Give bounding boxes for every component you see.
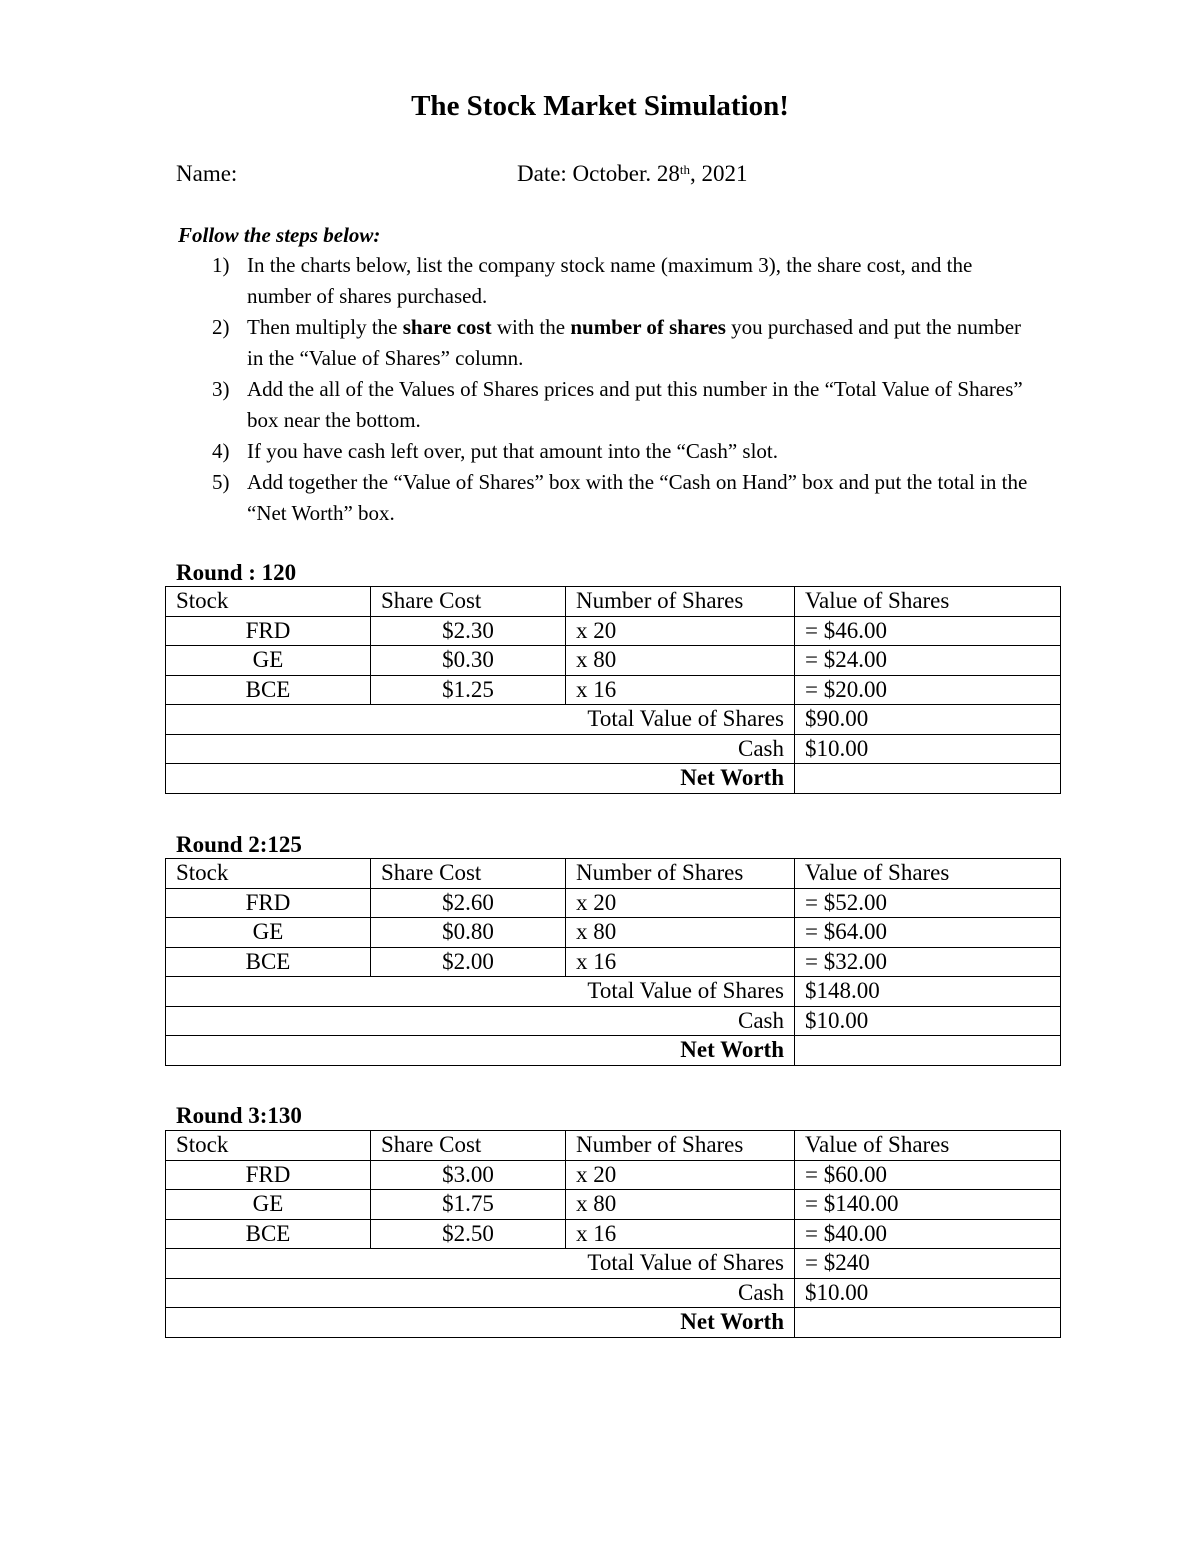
cash-label: Cash [166,1006,795,1036]
net-worth-label: Net Worth [166,764,795,794]
stock-cell[interactable]: GE [166,918,371,948]
table-row [166,947,1061,977]
stock-cell[interactable]: GE [166,1190,371,1220]
total-value-cell[interactable]: $90.00 [795,705,1061,735]
header-value-of-shares: Value of Shares [795,587,1061,617]
stock-cell[interactable]: FRD [166,616,371,646]
step-text-bold: share cost [402,315,492,339]
cash-cell[interactable]: $10.00 [795,1006,1061,1036]
value-of-shares-cell[interactable]: = $60.00 [795,1160,1061,1190]
net-worth-row [166,1036,1061,1066]
number-of-shares-cell[interactable]: x 16 [566,947,795,977]
step-number: 5) [212,470,230,494]
steps-heading: Follow the steps below: [178,223,381,247]
step-number: 3) [212,377,230,401]
share-cost-cell[interactable]: $2.60 [371,888,566,918]
round-2-label: Round 2:125 [176,832,302,857]
table-header-row [166,1131,1061,1161]
total-row [166,705,1061,735]
date-label: Date: October. 28 [517,161,680,186]
header-number-of-shares: Number of Shares [566,1131,795,1161]
net-worth-label: Net Worth [166,1308,795,1338]
total-row [166,977,1061,1007]
total-value-cell[interactable]: $148.00 [795,977,1061,1007]
cash-cell[interactable]: $10.00 [795,1278,1061,1308]
share-cost-cell[interactable]: $0.80 [371,918,566,948]
step-text-bold: number of shares [570,315,726,339]
total-row [166,1249,1061,1279]
net-worth-cell[interactable] [795,1308,1061,1338]
total-value-label: Total Value of Shares [166,977,795,1007]
cash-label: Cash [166,734,795,764]
number-of-shares-cell[interactable]: x 16 [566,1219,795,1249]
header-value-of-shares: Value of Shares [795,859,1061,889]
number-of-shares-cell[interactable]: x 80 [566,1190,795,1220]
date-field [517,158,748,190]
value-of-shares-cell[interactable]: = $52.00 [795,888,1061,918]
header-stock: Stock [166,859,371,889]
number-of-shares-cell[interactable]: x 16 [566,675,795,705]
name-label: Name: [176,161,238,186]
step-item [176,436,1036,467]
table-row [166,918,1061,948]
number-of-shares-cell[interactable]: x 80 [566,918,795,948]
step-number: 4) [212,439,230,463]
steps-list [176,250,1036,529]
header-stock: Stock [166,587,371,617]
step-text: Add together the “Value of Shares” box with the “Cash on Hand” box and put the total in the “Net Worth” box. [247,470,1028,525]
round-1-label: Round : 120 [176,560,297,585]
header-number-of-shares: Number of Shares [566,587,795,617]
step-text: Add the all of the Values of Shares prices and put this number in the “Total Value of Shares” box near the bottom. [247,377,1023,432]
value-of-shares-cell[interactable]: = $24.00 [795,646,1061,676]
header-number-of-shares: Number of Shares [566,859,795,889]
table-row [166,646,1061,676]
table-row [166,1160,1061,1190]
table-header-row [166,859,1061,889]
share-cost-cell[interactable]: $3.00 [371,1160,566,1190]
step-text: If you have cash left over, put that amount into the “Cash” slot. [247,439,779,463]
step-item [176,250,1036,312]
table-row [166,616,1061,646]
cash-row [166,1278,1061,1308]
number-of-shares-cell[interactable]: x 20 [566,1160,795,1190]
net-worth-row [166,1308,1061,1338]
cash-cell[interactable]: $10.00 [795,734,1061,764]
date-year: , 2021 [690,161,748,186]
net-worth-row [166,764,1061,794]
table-row [166,1219,1061,1249]
stock-cell[interactable]: BCE [166,1219,371,1249]
table-row [166,888,1061,918]
table-row [166,675,1061,705]
number-of-shares-cell[interactable]: x 80 [566,646,795,676]
net-worth-cell[interactable] [795,1036,1061,1066]
share-cost-cell[interactable]: $2.00 [371,947,566,977]
step-number: 2) [212,315,230,339]
value-of-shares-cell[interactable]: = $140.00 [795,1190,1061,1220]
cash-row [166,1006,1061,1036]
net-worth-cell[interactable] [795,764,1061,794]
number-of-shares-cell[interactable]: x 20 [566,888,795,918]
share-cost-cell[interactable]: $1.25 [371,675,566,705]
step-item [176,374,1036,436]
stock-cell[interactable]: FRD [166,888,371,918]
step-number: 1) [212,253,230,277]
step-text-part: you purchased and put the number in the “Value of Shares” column. [247,315,1022,370]
total-value-label: Total Value of Shares [166,1249,795,1279]
share-cost-cell[interactable]: $2.30 [371,616,566,646]
step-text: In the charts below, list the company stock name (maximum 3), the share cost, and the number of shares purchased. [247,253,973,308]
total-value-cell[interactable]: = $240 [795,1249,1061,1279]
page-title: The Stock Market Simulation! [411,90,789,122]
value-of-shares-cell[interactable]: = $32.00 [795,947,1061,977]
cash-row [166,734,1061,764]
header-stock: Stock [166,1131,371,1161]
stock-cell[interactable]: FRD [166,1160,371,1190]
round-1-table [165,586,1061,794]
step-text-part: Then multiply the [247,315,403,339]
round-3-label: Round 3:130 [176,1103,302,1128]
share-cost-cell[interactable]: $0.30 [371,646,566,676]
header-share-cost: Share Cost [371,587,566,617]
date-superscript: th [679,162,690,177]
header-value-of-shares: Value of Shares [795,1131,1061,1161]
number-of-shares-cell[interactable]: x 20 [566,616,795,646]
header-share-cost: Share Cost [371,1131,566,1161]
step-item [176,312,1036,374]
value-of-shares-cell[interactable]: = $40.00 [795,1219,1061,1249]
share-cost-cell[interactable]: $2.50 [371,1219,566,1249]
header-share-cost: Share Cost [371,859,566,889]
step-text [247,315,1021,370]
stock-cell[interactable]: BCE [166,947,371,977]
round-3-table [165,1130,1061,1338]
value-of-shares-cell[interactable]: = $20.00 [795,675,1061,705]
stock-cell[interactable]: BCE [166,675,371,705]
step-text-part: with the [491,315,571,339]
total-value-label: Total Value of Shares [166,705,795,735]
value-of-shares-cell[interactable]: = $64.00 [795,918,1061,948]
stock-cell[interactable]: GE [166,646,371,676]
table-row [166,1190,1061,1220]
cash-label: Cash [166,1278,795,1308]
step-item [176,467,1036,529]
share-cost-cell[interactable]: $1.75 [371,1190,566,1220]
value-of-shares-cell[interactable]: = $46.00 [795,616,1061,646]
net-worth-label: Net Worth [166,1036,795,1066]
table-header-row [166,587,1061,617]
round-2-table [165,858,1061,1066]
